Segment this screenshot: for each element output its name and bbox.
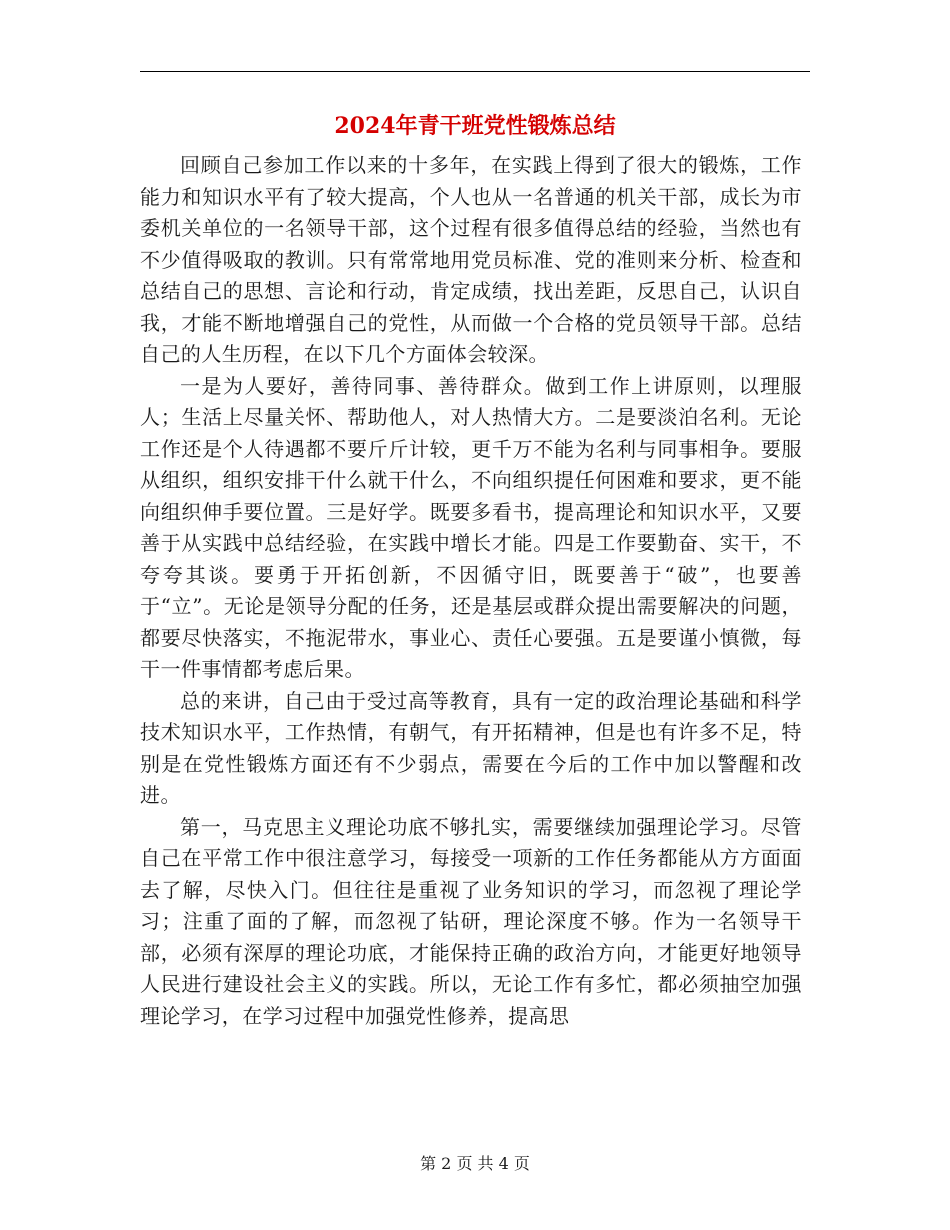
page-number: 第 2 页 共 4 页 bbox=[420, 1154, 530, 1173]
body-paragraph: 一是为人要好，善待同事、善待群众。做到工作上讲原则，以理服人；生活上尽量关怀、帮助他人，对人热情大方。二是要淡泊名利。无论工作还是个人待遇都不要斤斤计较，更千万不能为名利与同事相争。要服从组织，组织安排干什么就干什么，不向组织提任何困难和要求，更不能向组织伸手要位置。三是好学。既要多看书，提高理论和知识水平，又要善于从实践中总结经验，在实践中增长才能。四是工作要勤奋、实干，不夸夸其谈。要勇于开拓创新，不因循守旧，既要善于“破”，也要善于“立”。无论是领导分配的任务，还是基层或群众提出需要解决的问题， 都要尽快落实，不拖泥带水，事业心、责任心要强。五是要谨小慎微，每干一件事情都考虑后果。 bbox=[140, 373, 802, 681]
document-title: 2024年青干班党性锻炼总结 bbox=[334, 113, 616, 139]
header-rule bbox=[140, 71, 810, 72]
body-paragraph: 总的来讲，自己由于受过高等教育，具有一定的政治理论基础和科学技术知识水平，工作热情，有朝气，有开拓精神，但是也有许多不足，特别是在党性锻炼方面还有不少弱点，需要在今后的工作中加以警醒和改进。 bbox=[140, 688, 802, 807]
document-body bbox=[140, 150, 802, 1032]
body-paragraph: 回顾自己参加工作以来的十多年，在实践上得到了很大的锻炼，工作能力和知识水平有了较大提高，个人也从一名普通的机关干部，成长为市委机关单位的一名领导干部，这个过程有很多值得总结的经验，当然也有不少值得吸取的教训。只有常常地用党员标准、党的准则来分析、检查和总结自己的思想、言论和行动，肯定成绩，找出差距，反思自己，认识自我，才能不断地增强自己的党性，从而做一个合格的党员领导干部。总结自己的人生历程，在以下几个方面体会较深。 bbox=[140, 153, 802, 366]
body-paragraph: 第一，马克思主义理论功底不够扎实，需要继续加强理论学习。尽管自己在平常工作中很注意学习，每接受一项新的工作任务都能从方方面面去了解，尽快入门。但往往是重视了业务知识的学习，而忽视了理论学习；注重了面的了解，而忽视了钻研，理论深度不够。作为一名领导干部，必须有深厚的理论功底，才能保持正确的政治方向，才能更好地领导人民进行建设社会主义的实践。所以，无论工作有多忙，都必须抽空加强理论学习，在学习过程中加强党性修养，提高思 bbox=[140, 814, 802, 1028]
